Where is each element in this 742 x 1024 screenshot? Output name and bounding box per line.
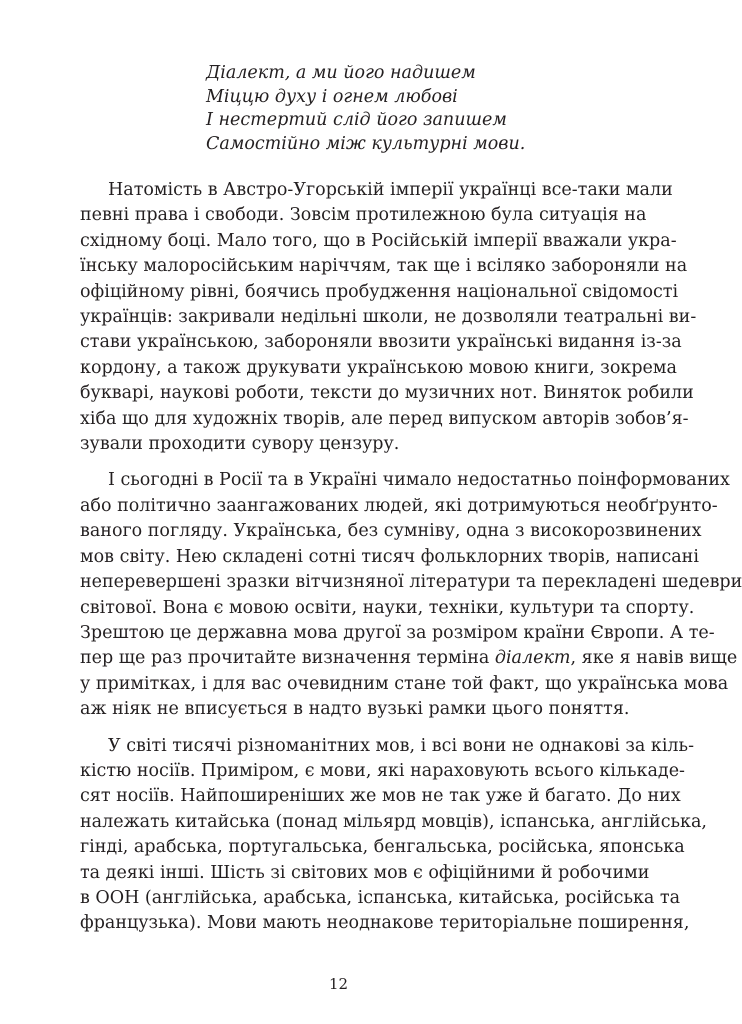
text-line: та деякі інші. Шість зі світових мов є офіційними й робочими [80, 862, 650, 883]
verse-line: Діалект, а ми його надишем [206, 63, 476, 83]
paragraph-1 [80, 178, 697, 457]
text-line: або політично заангажованих людей, які дотримуються необґрунто- [80, 495, 718, 516]
text-line: кордону, а також друкувати українською мовою книги, зокрема [80, 357, 677, 378]
text-line-with-term [80, 646, 738, 671]
paragraph-3 [80, 734, 707, 937]
text-line: мов світу. Нею складені сотні тисяч фольклорних творів, написані [80, 546, 699, 567]
verse-line: І нестертий слід його запишем [206, 110, 507, 130]
text-line: у примітках, і для вас очевидним стане той факт, що українська мова [80, 673, 729, 694]
text-line: гінді, арабська, португальська, бенгальська, російська, японська [80, 837, 685, 858]
text-line: в ООН (англійська, арабська, іспанська, китайська, російська та [80, 887, 681, 908]
text-line: певні права і свободи. Зовсім протилежною була ситуація на [80, 205, 647, 226]
text-line: східному боці. Мало того, що в Російській імперії вважали укра- [80, 230, 677, 251]
text-line: кістю носіїв. Приміром, є мови, які нараховують всього кількаде- [80, 760, 685, 781]
paragraph-2 [80, 468, 742, 722]
text-line: зували проходити сувору цензуру. [80, 434, 400, 455]
text-line: Натомість в Австро-Угорській імперії українці все-таки мали [108, 180, 673, 200]
text-line: стави українською, забороняли ввозити українські видання із-за [80, 332, 682, 353]
text-line: аж ніяк не вписується в надто вузькі рамки цього поняття. [80, 699, 630, 720]
text-fragment: , яке я навів вище [570, 648, 738, 669]
text-line: І сьогодні в Росії та в Україні чимало недостатньо поінформованих [108, 470, 730, 491]
text-line: неперевершені зразки вітчизняної літератури та перекладені шедеври [80, 572, 742, 593]
term-dialect: діалект [494, 648, 571, 669]
text-line: У світі тисячі різноманітних мов, і всі вони не однакові за кіль- [108, 735, 694, 756]
text-line: букварі, наукові роботи, тексти до музичних нот. Виняток робили [80, 383, 694, 404]
text-line: українців: закривали недільні школи, не дозволяли театральні ви- [80, 307, 697, 328]
verse-line: Міццю духу і огнем любові [206, 86, 458, 107]
text-line: Зрештою це державна мова другої за розміром країни Європи. А те- [80, 622, 715, 643]
text-line: хіба що для художніх творів, але перед випуском авторів зобов’я- [80, 408, 689, 429]
text-line: належать китайська (понад мільярд мовців), іспанська, англійська, [80, 811, 707, 832]
text-line: французька). Мови мають неоднакове територіальне поширення, [80, 913, 690, 934]
text-line: ваного погляду. Українська, без сумніву, одна з високорозвинених [80, 521, 702, 542]
page-number: 12 [328, 975, 349, 993]
verse-excerpt [206, 62, 626, 156]
text-line: офіційному рівні, боячись пробудження національної свідомості [80, 281, 679, 302]
text-line: світової. Вона є мовою освіти, науки, техніки, культури та спорту. [80, 597, 695, 618]
text-fragment: пер ще раз прочитайте визначення терміна [80, 648, 495, 669]
text-line: сят носіїв. Найпоширеніших же мов не так уже й багато. До них [80, 786, 681, 807]
text-line: їнську малоросійським наріччям, так ще і всіляко забороняли на [80, 256, 688, 277]
main-text [80, 178, 742, 937]
verse-line: Самостійно між культурні мови. [206, 133, 526, 154]
